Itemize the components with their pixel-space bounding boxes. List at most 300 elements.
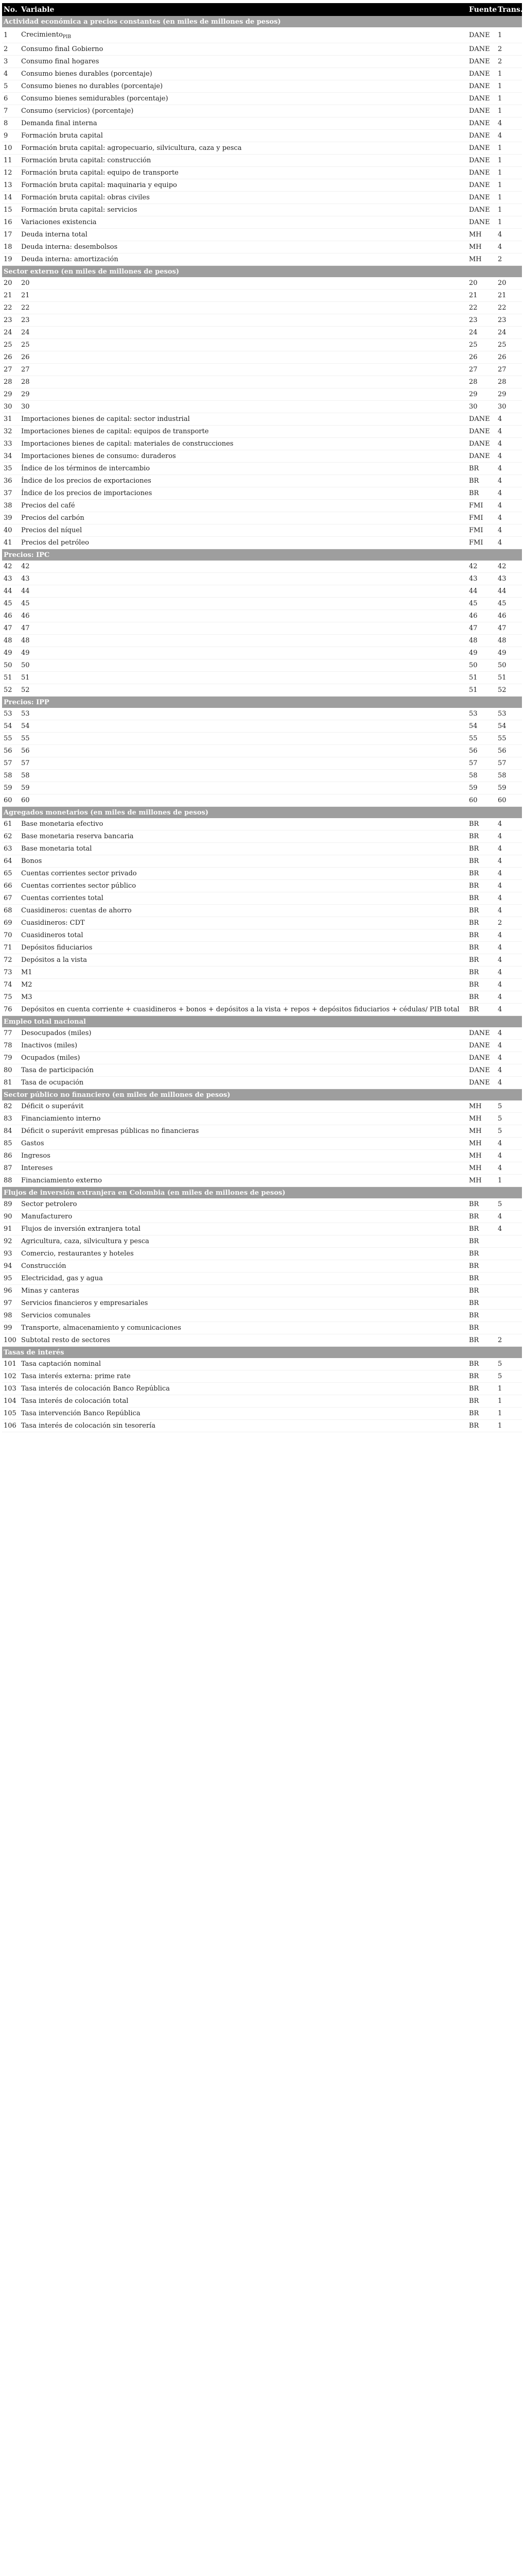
source-cell: BR: [467, 1297, 496, 1310]
table-row: [2, 954, 522, 967]
row-number-cell: 16: [2, 216, 20, 229]
table-row: [2, 117, 522, 130]
transformation-cell: 49: [496, 647, 522, 659]
row-number-cell: 43: [2, 573, 20, 585]
transformation-cell: 24: [496, 327, 522, 339]
transformation-cell: 1: [496, 105, 522, 117]
table-row: [2, 450, 522, 463]
variable-name-cell: Tasa interés externa: prime rate: [20, 1370, 467, 1383]
variable-name-cell: Precios del níquel: [20, 524, 467, 537]
row-number-cell: 79: [2, 1052, 20, 1064]
source-cell: DANE: [467, 1027, 496, 1040]
source-cell: 29: [467, 388, 496, 401]
source-cell: MH: [467, 1162, 496, 1175]
source-cell: 53: [467, 708, 496, 720]
table-row: [2, 376, 522, 388]
table-row: [2, 598, 522, 610]
variable-name-cell: Bonos: [20, 855, 467, 868]
section-title: Empleo total nacional: [2, 1016, 522, 1028]
source-cell: 47: [467, 622, 496, 635]
source-cell: DANE: [467, 27, 496, 43]
table-row: [2, 880, 522, 892]
variable-name-cell: 42: [20, 561, 467, 573]
variable-name-cell: Índice de los precios de exportaciones: [20, 475, 467, 487]
table-row: [2, 1211, 522, 1223]
source-cell: BR: [467, 843, 496, 855]
variable-name-cell: Consumo bienes no durables (porcentaje): [20, 80, 467, 93]
row-number-cell: 66: [2, 880, 20, 892]
source-cell: FMI: [467, 500, 496, 512]
table-row: [2, 351, 522, 364]
source-cell: 51: [467, 672, 496, 684]
row-number-cell: 63: [2, 843, 20, 855]
table-row: [2, 1334, 522, 1347]
source-cell: BR: [467, 1004, 496, 1016]
row-number-cell: 7: [2, 105, 20, 117]
row-number-cell: 31: [2, 413, 20, 426]
variable-name-cell: Precios del petróleo: [20, 537, 467, 549]
row-number-cell: 93: [2, 1248, 20, 1260]
source-cell: BR: [467, 892, 496, 905]
table-row: [2, 438, 522, 450]
transformation-cell: 1: [496, 216, 522, 229]
source-cell: BR: [467, 475, 496, 487]
variable-name-cell: Servicios financieros y empresariales: [20, 1297, 467, 1310]
source-cell: BR: [467, 1383, 496, 1395]
table-row: [2, 1138, 522, 1150]
transformation-cell: 5: [496, 1358, 522, 1370]
row-number-cell: 44: [2, 585, 20, 598]
row-number-cell: 37: [2, 487, 20, 500]
transformation-cell: 4: [496, 1040, 522, 1052]
transformation-cell: 4: [496, 463, 522, 475]
table-row: [2, 855, 522, 868]
table-row: [2, 585, 522, 598]
variable-name-cell: 58: [20, 770, 467, 782]
variable-name-cell: 30: [20, 401, 467, 413]
table-row: [2, 130, 522, 142]
variable-name-cell: Consumo bienes semidurables (porcentaje): [20, 93, 467, 105]
row-number-cell: 22: [2, 302, 20, 314]
source-cell: 59: [467, 782, 496, 794]
transformation-cell: 29: [496, 388, 522, 401]
source-cell: BR: [467, 1408, 496, 1420]
variable-name-cell: 27: [20, 364, 467, 376]
row-number-cell: 68: [2, 905, 20, 917]
row-number-cell: 106: [2, 1420, 20, 1432]
table-row: [2, 27, 522, 43]
transformation-cell: [496, 1248, 522, 1260]
transformation-cell: 1: [496, 179, 522, 192]
table-row: [2, 573, 522, 585]
table-row: [2, 1420, 522, 1432]
row-number-cell: 20: [2, 277, 20, 290]
table-row: [2, 843, 522, 855]
variable-name-cell: Índice de los términos de intercambio: [20, 463, 467, 475]
table-row: [2, 179, 522, 192]
source-cell: MH: [467, 1175, 496, 1187]
section-title: Agregados monetarios (en miles de millones de pesos): [2, 807, 522, 819]
source-cell: MH: [467, 229, 496, 241]
table-row: [2, 1113, 522, 1125]
source-cell: 25: [467, 339, 496, 351]
section-title: Tasas de interés: [2, 1347, 522, 1359]
row-number-cell: 34: [2, 450, 20, 463]
transformation-cell: 4: [496, 892, 522, 905]
transformation-cell: 1: [496, 68, 522, 80]
table-row: [2, 487, 522, 500]
variable-name-cell: M2: [20, 979, 467, 991]
source-cell: DANE: [467, 1040, 496, 1052]
source-cell: 50: [467, 659, 496, 672]
variable-name-cell: M3: [20, 991, 467, 1004]
source-cell: DANE: [467, 56, 496, 68]
table-row: [2, 475, 522, 487]
variable-name-cell: Formación bruta capital: obras civiles: [20, 192, 467, 204]
table-row: [2, 1077, 522, 1089]
table-row: [2, 1027, 522, 1040]
variable-name-cell: Consumo final Gobierno: [20, 43, 467, 56]
transformation-cell: 5: [496, 1125, 522, 1138]
variable-name-cell: Precios del café: [20, 500, 467, 512]
variable-name-cell: 45: [20, 598, 467, 610]
transformation-cell: 4: [496, 1052, 522, 1064]
transformation-cell: 4: [496, 880, 522, 892]
source-cell: FMI: [467, 512, 496, 524]
section-header-row: [2, 807, 522, 819]
table-row: [2, 757, 522, 770]
table-row: [2, 277, 522, 290]
source-cell: DANE: [467, 179, 496, 192]
table-row: [2, 524, 522, 537]
source-cell: MH: [467, 1125, 496, 1138]
source-cell: 48: [467, 635, 496, 647]
source-cell: BR: [467, 1370, 496, 1383]
row-number-cell: 101: [2, 1358, 20, 1370]
variable-name-text: Crecimiento: [21, 30, 63, 39]
source-cell: BR: [467, 831, 496, 843]
source-cell: 58: [467, 770, 496, 782]
column-header-transformation: Trans.: [496, 3, 522, 16]
transformation-cell: 28: [496, 376, 522, 388]
variable-name-cell: Ingresos: [20, 1150, 467, 1162]
table-row: [2, 622, 522, 635]
transformation-cell: 4: [496, 475, 522, 487]
transformation-cell: 46: [496, 610, 522, 622]
transformation-cell: 48: [496, 635, 522, 647]
variable-name-cell: [20, 27, 467, 43]
table-row: [2, 43, 522, 56]
row-number-cell: 85: [2, 1138, 20, 1150]
row-number-cell: 72: [2, 954, 20, 967]
variable-name-cell: Base monetaria efectivo: [20, 818, 467, 831]
source-cell: 30: [467, 401, 496, 413]
table-row: [2, 1162, 522, 1175]
source-cell: BR: [467, 1310, 496, 1322]
section-header-row: [2, 1089, 522, 1101]
transformation-cell: 23: [496, 314, 522, 327]
row-number-cell: 33: [2, 438, 20, 450]
source-cell: DANE: [467, 80, 496, 93]
transformation-cell: 4: [496, 241, 522, 253]
row-number-cell: 41: [2, 537, 20, 549]
source-cell: DANE: [467, 167, 496, 179]
row-number-cell: 70: [2, 929, 20, 942]
variable-name-cell: Cuentas corrientes sector privado: [20, 868, 467, 880]
source-cell: BR: [467, 868, 496, 880]
row-number-cell: 96: [2, 1285, 20, 1297]
source-cell: BR: [467, 1322, 496, 1334]
variable-name-cell: Consumo (servicios) (porcentaje): [20, 105, 467, 117]
column-header-no: No.: [2, 3, 20, 16]
transformation-cell: 4: [496, 979, 522, 991]
table-row: [2, 1064, 522, 1077]
row-number-cell: 26: [2, 351, 20, 364]
variable-name-cell: 57: [20, 757, 467, 770]
row-number-cell: 87: [2, 1162, 20, 1175]
table-row: [2, 647, 522, 659]
table-row: [2, 561, 522, 573]
row-number-cell: 9: [2, 130, 20, 142]
table-row: [2, 1395, 522, 1408]
source-cell: DANE: [467, 68, 496, 80]
row-number-cell: 69: [2, 917, 20, 929]
source-cell: 44: [467, 585, 496, 598]
source-cell: DANE: [467, 43, 496, 56]
row-number-cell: 10: [2, 142, 20, 155]
transformation-cell: 4: [496, 868, 522, 880]
row-number-cell: 103: [2, 1383, 20, 1395]
variable-name-cell: Deuda interna: desembolsos: [20, 241, 467, 253]
row-number-cell: 104: [2, 1395, 20, 1408]
column-header-source: Fuente: [467, 3, 496, 16]
table-row: [2, 1408, 522, 1420]
transformation-cell: 4: [496, 229, 522, 241]
row-number-cell: 24: [2, 327, 20, 339]
table-row: [2, 1235, 522, 1248]
source-cell: DANE: [467, 216, 496, 229]
source-cell: 51: [467, 684, 496, 697]
row-number-cell: 80: [2, 1064, 20, 1077]
row-number-cell: 25: [2, 339, 20, 351]
section-title: Precios: IPP: [2, 697, 522, 708]
transformation-cell: [496, 1260, 522, 1273]
table-row: [2, 314, 522, 327]
variable-name-cell: Intereses: [20, 1162, 467, 1175]
table-row: [2, 708, 522, 720]
source-cell: BR: [467, 1285, 496, 1297]
section-header-row: [2, 1187, 522, 1199]
variable-name-cell: Manufacturero: [20, 1211, 467, 1223]
row-number-cell: 74: [2, 979, 20, 991]
transformation-cell: 4: [496, 413, 522, 426]
table-row: [2, 991, 522, 1004]
row-number-cell: 73: [2, 967, 20, 979]
source-cell: BR: [467, 1198, 496, 1211]
source-cell: DANE: [467, 426, 496, 438]
variable-name-cell: Índice de los precios de importaciones: [20, 487, 467, 500]
row-number-cell: 81: [2, 1077, 20, 1089]
variable-name-cell: 55: [20, 733, 467, 745]
variable-name-cell: Tasa intervención Banco República: [20, 1408, 467, 1420]
row-number-cell: 36: [2, 475, 20, 487]
row-number-cell: 51: [2, 672, 20, 684]
transformation-cell: 4: [496, 426, 522, 438]
table-row: [2, 241, 522, 253]
table-row: [2, 1223, 522, 1235]
table-row: [2, 1358, 522, 1370]
row-number-cell: 49: [2, 647, 20, 659]
source-cell: BR: [467, 1358, 496, 1370]
variable-name-cell: Ocupados (miles): [20, 1052, 467, 1064]
source-cell: BR: [467, 1420, 496, 1432]
transformation-cell: [496, 1273, 522, 1285]
row-number-cell: 23: [2, 314, 20, 327]
source-cell: DANE: [467, 117, 496, 130]
transformation-cell: 25: [496, 339, 522, 351]
transformation-cell: 56: [496, 745, 522, 757]
row-number-cell: 99: [2, 1322, 20, 1334]
transformation-cell: 5: [496, 1100, 522, 1113]
variable-name-cell: 28: [20, 376, 467, 388]
row-number-cell: 6: [2, 93, 20, 105]
variable-name-cell: Flujos de inversión extranjera total: [20, 1223, 467, 1235]
transformation-cell: 4: [496, 1077, 522, 1089]
transformation-cell: 5: [496, 1113, 522, 1125]
section-header-row: [2, 16, 522, 27]
variable-name-cell: Subtotal resto de sectores: [20, 1334, 467, 1347]
transformation-cell: 26: [496, 351, 522, 364]
transformation-cell: 5: [496, 1370, 522, 1383]
variable-name-cell: Formación bruta capital: servicios: [20, 204, 467, 216]
table-row: [2, 733, 522, 745]
table-row: [2, 868, 522, 880]
variable-name-cell: 52: [20, 684, 467, 697]
transformation-cell: 59: [496, 782, 522, 794]
source-cell: 22: [467, 302, 496, 314]
row-number-cell: 5: [2, 80, 20, 93]
variable-name-cell: Déficit o superávit empresas públicas no financieras: [20, 1125, 467, 1138]
variable-name-cell: Tasa captación nominal: [20, 1358, 467, 1370]
row-number-cell: 65: [2, 868, 20, 880]
variable-name-cell: Cuasidineros: cuentas de ahorro: [20, 905, 467, 917]
transformation-cell: 51: [496, 672, 522, 684]
row-number-cell: 62: [2, 831, 20, 843]
table-row: [2, 500, 522, 512]
transformation-cell: 4: [496, 929, 522, 942]
table-body: [2, 16, 522, 1432]
variable-name-cell: Cuentas corrientes sector público: [20, 880, 467, 892]
transformation-cell: 4: [496, 1004, 522, 1016]
section-header-row: [2, 549, 522, 561]
variable-name-cell: Depósitos fiduciarios: [20, 942, 467, 954]
transformation-cell: 4: [496, 500, 522, 512]
table-row: [2, 463, 522, 475]
table-row: [2, 979, 522, 991]
transformation-cell: [496, 1310, 522, 1322]
table-row: [2, 512, 522, 524]
source-cell: DANE: [467, 1064, 496, 1077]
table-row: [2, 56, 522, 68]
transformation-cell: 2: [496, 253, 522, 266]
table-row: [2, 905, 522, 917]
variable-name-cell: 53: [20, 708, 467, 720]
variable-name-cell: 29: [20, 388, 467, 401]
table-row: [2, 388, 522, 401]
source-cell: BR: [467, 942, 496, 954]
transformation-cell: 1: [496, 142, 522, 155]
table-row: [2, 745, 522, 757]
transformation-cell: 58: [496, 770, 522, 782]
table-header-row: [2, 3, 522, 16]
transformation-cell: 4: [496, 524, 522, 537]
source-cell: 60: [467, 794, 496, 807]
table-row: [2, 302, 522, 314]
table-row: [2, 339, 522, 351]
table-row: [2, 1004, 522, 1016]
table-row: [2, 967, 522, 979]
source-cell: 57: [467, 757, 496, 770]
row-number-cell: 45: [2, 598, 20, 610]
transformation-cell: 52: [496, 684, 522, 697]
variable-name-cell: Construcción: [20, 1260, 467, 1273]
table-row: [2, 216, 522, 229]
variable-name-cell: 46: [20, 610, 467, 622]
source-cell: DANE: [467, 413, 496, 426]
source-cell: BR: [467, 855, 496, 868]
table-row: [2, 1198, 522, 1211]
source-cell: FMI: [467, 537, 496, 549]
variable-name-cell: Déficit o superávit: [20, 1100, 467, 1113]
table-row: [2, 426, 522, 438]
table-row: [2, 93, 522, 105]
source-cell: 20: [467, 277, 496, 290]
source-cell: DANE: [467, 93, 496, 105]
source-cell: BR: [467, 463, 496, 475]
variable-name-cell: Depósitos a la vista: [20, 954, 467, 967]
table-row: [2, 1310, 522, 1322]
transformation-cell: 4: [496, 438, 522, 450]
source-cell: 23: [467, 314, 496, 327]
variable-name-cell: Tasa interés de colocación total: [20, 1395, 467, 1408]
variable-name-cell: Importaciones bienes de consumo: duraderos: [20, 450, 467, 463]
row-number-cell: 15: [2, 204, 20, 216]
row-number-cell: 57: [2, 757, 20, 770]
source-cell: DANE: [467, 438, 496, 450]
variable-name-cell: Comercio, restaurantes y hoteles: [20, 1248, 467, 1260]
row-number-cell: 89: [2, 1198, 20, 1211]
source-cell: DANE: [467, 450, 496, 463]
source-cell: MH: [467, 241, 496, 253]
transformation-cell: 1: [496, 155, 522, 167]
source-cell: BR: [467, 1260, 496, 1273]
table-row: [2, 229, 522, 241]
table-row: [2, 204, 522, 216]
transformation-cell: 4: [496, 117, 522, 130]
variable-name-cell: Tasa interés de colocación Banco República: [20, 1383, 467, 1395]
table-row: [2, 1248, 522, 1260]
row-number-cell: 92: [2, 1235, 20, 1248]
transformation-cell: 1: [496, 1175, 522, 1187]
variable-name-cell: Variaciones existencia: [20, 216, 467, 229]
variable-name-cell: Formación bruta capital: construcción: [20, 155, 467, 167]
row-number-cell: 100: [2, 1334, 20, 1347]
transformation-cell: 4: [496, 1138, 522, 1150]
section-title: Flujos de inversión extranjera en Colombia (en miles de millones de pesos): [2, 1187, 522, 1199]
source-cell: MH: [467, 253, 496, 266]
row-number-cell: 42: [2, 561, 20, 573]
transformation-cell: 4: [496, 130, 522, 142]
